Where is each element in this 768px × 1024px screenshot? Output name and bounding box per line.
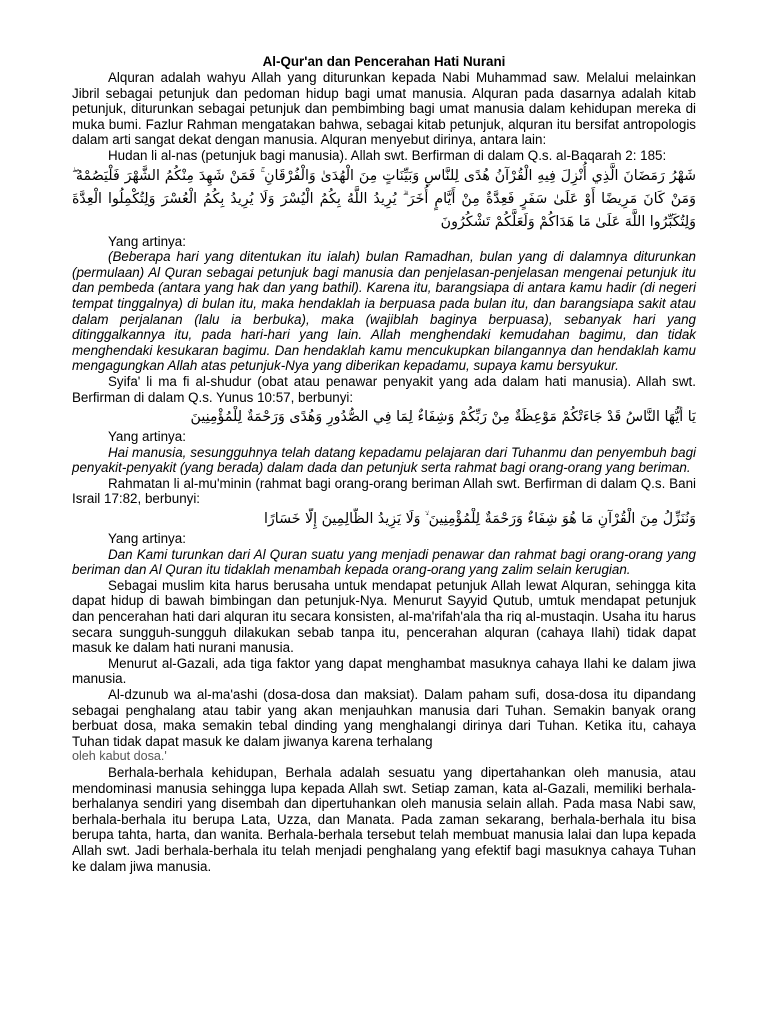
paragraph-hudan: Hudan li al-nas (petunjuk bagi manusia). Allah swt. Berfirman di dalam Q.s. al-Baqarah 2: 185: <box>108 147 667 163</box>
paragraph-berhala: Berhala-berhala kehidupan, Berhala adalah sesuatu yang dipertahankan oleh manusia, atau mendominasi manusia sehingga lupa kepada Allah swt. Setiap zaman, kata al-Gazali, memiliki berhala-berhalanya sendiri yang disembah dan dipertuhankan oleh manusia selain allah. Pada masa Nabi saw, berhala-berhala itu berupa Lata, Uzza, dan Manata. Pada zaman sekarang, berhala-berhala itu bisa berupa tahta, harta, dan wanita. Berhala-berhala tersebut telah membuat manusia lalai dan lupa kepada Allah swt. Jadi berhala-berhala itu telah menjadi penghalang yang efektif bagi masuknya cahaya Tuhan ke dalam jiwa manusia. <box>72 764 696 874</box>
arabic-verse-bani-israil: وَنُنَزِّلُ مِنَ الْقُرْآنِ مَا هُوَ شِفَاءٌ وَرَحْمَةٌ لِلْمُؤْمِنِينَ ۙ وَلَا يَزِيدُ الظَّالِمِينَ إِلَّا خَسَارًا <box>263 511 696 528</box>
arabic-verse-baqarah: شَهْرُ رَمَضَانَ الَّذِي أُنْزِلَ فِيهِ الْقُرْآنُ هُدًى لِلنَّاسِ وَبَيِّنَاتٍ مِنَ الْهُدَىٰ وَالْفُرْقَانِ ۚ فَمَنْ شَهِدَ مِنْكُمُ الشَّهْرَ فَلْيَصُمْهُ ۖ وَمَنْ كَانَ مَرِيضًا أَوْ عَلَىٰ سَفَرٍ فَعِدَّةٌ مِنْ أَيَّامٍ أُخَرَ ۗ يُرِيدُ اللَّهُ بِكُمُ الْيُسْرَ وَلَا يُرِيدُ بِكُمُ الْعُسْرَ وَلِتُكْمِلُوا الْعِدَّةَ وَلِتُكَبِّرُوا اللَّهَ عَلَىٰ مَا هَدَاكُمْ وَلَعَلَّكُمْ تَشْكُرُونَ <box>72 167 696 230</box>
paragraph-gazali: Menurut al-Gazali, ada tiga faktor yang dapat menghambat masuknya cahaya Ilahi ke dalam jiwa manusia. <box>72 655 696 687</box>
paragraph-dzunub-end: oleh kabut dosa.' <box>72 749 167 764</box>
translation-yunus: Hai manusia, sesungguhnya telah datang kepadamu pelajaran dari Tuhanmu dan penyembuh bagi penyakit-penyakit (yang berada) dalam dada dan petunjuk serta rahmat bagi orang-orang yang beriman. <box>72 444 696 476</box>
document-title: Al-Qur'an dan Pencerahan Hati Nurani <box>262 54 506 69</box>
translation-bani-israil: Dan Kami turunkan dari Al Quran suatu yang menjadi penawar dan rahmat bagi orang-orang yang beriman dan Al Quran itu tidaklah menambah kepada orang-orang yang zalim selain kerugian. <box>72 546 696 578</box>
translation-label: Yang artinya: <box>108 233 186 249</box>
translation-baqarah: (Beberapa hari yang ditentukan itu ialah) bulan Ramadhan, bulan yang di dalamnya diturunkan (permulaan) Al Quran sebagai petunjuk bagi manusia dan penjelasan-penjelasan mengenai petunjuk itu dan pembeda (antara yang hak dan yang bathil). Karena itu, barangsiapa di antara kamu hadir (di negeri tempat tinggalnya) di bulan itu, maka hendaklah ia berpuasa pada bulan itu, dan barangsiapa sakit atau dalam perjalanan (lalu ia berbuka), maka (wajiblah baginya berpuasa), sebanyak hari yang ditinggalkannya itu, pada hari-hari yang lain. Allah menghendaki kemudahan bagimu, dan tidak menghendaki kesukaran bagimu. Dan hendaklah kamu mencukupkan bilangannya dan hendaklah kamu mengagungkan Allah atas petunjuk-Nya yang diberikan kepadamu, supaya kamu bersyukur. <box>72 249 696 374</box>
translation-label: Yang artinya: <box>108 429 186 445</box>
paragraph-muslim: Sebagai muslim kita harus berusaha untuk mendapat petunjuk Allah lewat Alquran, sehingga kita dapat hidup di bawah bimbingan dan petunjuk-Nya. Menurut Sayyid Qutub, umtuk mendapat petunjuk dan pencerahan hati dari alquran itu secara konsisten, al-ma'rifah'ala tha riq al-mustaqin. Usaha itu harus secara sungguh-sungguh dilakukan sebab tanpa itu, pencerahan alquran (cahaya Ilahi) tidak dapat masuk ke dalam hati nurani manusia. <box>72 577 696 656</box>
paragraph-dzunub: Al-dzunub wa al-ma'ashi (dosa-dosa dan maksiat). Dalam paham sufi, dosa-dosa itu dipandang sebagai penghalang atau tabir yang akan menjauhkan manusia dari Tuhan. Semakin banyak orang berbuat dosa, maka semakin tebal dinding yang menghalangi dirinya dari Tuhan. Ketika itu, cahaya Tuhan tidak dapat masuk ke dalam jiwanya karena terhalang <box>72 687 696 749</box>
paragraph-rahmatan: Rahmatan li al-mu'minin (rahmat bagi orang-orang beriman Allah swt. Berfirman di dalam Q.s. Bani Israil 17:82, berbunyi: <box>72 475 696 507</box>
paragraph-intro: Alquran adalah wahyu Allah yang diturunkan kepada Nabi Muhammad saw. Melalui melainkan Jibril sebagai petunjuk dan pedoman hidup bagi umat manusia. Alquran pada dasarnya adalah kitab petunjuk, diturunkan sebagai petunjuk dan pembimbing bagi umat manusia dalam kehidupan mereka di muka bumi. Fazlur Rahman mengatakan bahwa, sebagai kitab petunjuk, alquran itu bersifat antropologis dalam arti sangat dekat dengan manusia. Alquran menyebut dirinya, antara lain: <box>72 70 696 148</box>
arabic-verse-yunus: يَا أَيُّهَا النَّاسُ قَدْ جَاءَتْكُمْ مَوْعِظَةٌ مِنْ رَبِّكُمْ وَشِفَاءٌ لِمَا فِي الصُّدُورِ وَهُدًى وَرَحْمَةٌ لِلْمُؤْمِنِينَ <box>190 409 696 426</box>
paragraph-syifa: Syifa' li ma fi al-shudur (obat atau penawar penyakit yang ada dalam hati manusia). Allah swt. Berfirman di dalam Q.s. Yunus 10:57, berbunyi: <box>72 373 696 405</box>
translation-label: Yang artinya: <box>108 531 186 547</box>
